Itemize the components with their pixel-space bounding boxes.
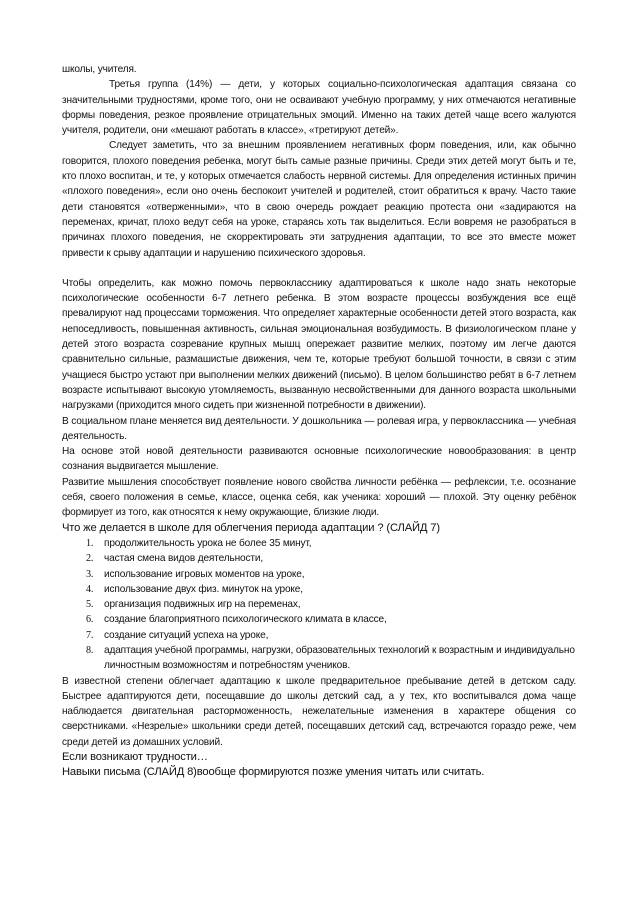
list-text: использование игровых моментов на уроке, bbox=[104, 568, 305, 580]
list-number: 7. bbox=[86, 629, 94, 641]
adaptation-list bbox=[62, 536, 576, 674]
list-text: адаптация учебной программы, нагрузки, образовательных технологий к возрастным и индивидуально личностным возможностям и потребностям учеников. bbox=[104, 644, 575, 672]
question-line: Что же делается в школе для облегчения периода адаптации ? (СЛАЙД 7) bbox=[62, 521, 440, 534]
list-number: 5. bbox=[86, 599, 94, 611]
list-text: организация подвижных игр на переменах, bbox=[104, 599, 301, 611]
paragraph-third-group: Третья группа (14%) — дети, у которых социально-психологическая адаптация связана со значительными трудностями, кроме того, они не осваивают учебную программу, у них отмечаются негативные формы поведения, резкое проявление отрицательных эмоций. Именно на таких детей чаще всего жалуются учителя, родители, они «мешают работать в классе», «третируют детей». bbox=[62, 79, 576, 137]
list-text: использование двух физ. минуток на уроке, bbox=[104, 583, 303, 595]
list-item bbox=[86, 536, 576, 551]
list-item bbox=[86, 612, 576, 627]
list-number: 3. bbox=[86, 568, 94, 580]
list-number: 8. bbox=[86, 644, 94, 656]
list-item bbox=[86, 643, 576, 674]
list-number: 6. bbox=[86, 614, 94, 626]
paragraph-note: Следует заметить, что за внешним проявлением негативных форм поведения, или, как обычно говорится, плохого поведения ребенка, могут быть самые разные причины. Среди этих детей могут быть и те, кто плохо воспитан, и те, у которых отмечается слабость нервной системы. Для определения истинных причин «плохого поведения», если оно очень беспокоит учителей и родителей, стоит обратиться к врачу. Часто такие дети становятся «отверженными», что в свою очередь рождает реакцию протеста они «задираются на переменах, кричат, плохо ведут себя на уроке, стараясь хоть так выделиться. Если вовремя не разобраться в причинах плохого поведения, не скорректировать эти затруднения адаптации, то все это вместе может привести к срыву адаптации и нарушению психического здоровья. bbox=[62, 140, 576, 259]
list-number: 1. bbox=[86, 537, 94, 549]
list-text: продолжительность урока не более 35 минут, bbox=[104, 537, 312, 549]
list-text: создание благоприятного психологического климата в классе, bbox=[104, 614, 387, 626]
paragraph-social: В социальном плане меняется вид деятельности. У дошкольника — ролевая игра, у первоклассника — учебная деятельность. bbox=[62, 415, 576, 442]
paragraph-basis: На основе этой новой деятельности развиваются основные психологические новообразования: в центр сознания выдвигается мышление. bbox=[62, 446, 576, 473]
writing-line: Навыки письма (СЛАЙД 8)вообще формируются позже умения читать или считать. bbox=[62, 766, 485, 779]
list-text: создание ситуаций успеха на уроке, bbox=[104, 629, 269, 641]
paragraph-kindergarten: В известной степени облегчает адаптацию к школе предварительное пребывание детей в детском саду. Быстрее адаптируются дети, посещавшие до школы детский сад, а у тех, кто воспитывался дома чаще наблюдается двигательная расторможенность, нежелательные изменения в характере общения со сверстниками. «Незрелые» школьники среди детей, посещавших детский сад, встречаются гораздо реже, чем среди детей из домашних условий. bbox=[62, 675, 576, 748]
paragraph-gap bbox=[62, 261, 576, 276]
list-item bbox=[86, 551, 576, 566]
list-text: частая смена видов деятельности, bbox=[104, 553, 263, 565]
list-number: 2. bbox=[86, 553, 94, 565]
difficulty-line: Если возникают трудности… bbox=[62, 751, 208, 764]
list-item bbox=[86, 628, 576, 643]
list-number: 4. bbox=[86, 583, 94, 595]
list-item bbox=[86, 582, 576, 597]
paragraph-help: Чтобы определить, как можно помочь первокласснику адаптироваться к школе надо знать некоторые психологические особенности 6-7 летнего ребенка. В этом возрасте процессы возбуждения все ещё превалируют над процессами торможения. Что определяет характерные особенности детей этого возраста, как непоседливость, повышенная активность, сильная эмоциональная возбудимость. В физиологическом плане у детей этого возраста созревание крупных мышц опережает развитие мелких, поэтому им легче даются сравнительно сильные, размашистые движения, чем те, которые требуют большой точности, в связи с этим учащиеся быстро устают при выполнении мелких движений (письмо). В целом большинство ребят в 6-7 летнем возрасте испытывают высокую утомляемость, вызванную несвойственными для данного возраста школьными нагрузками (приходится много сидеть при жизненной потребности в движении). bbox=[62, 277, 576, 412]
list-item bbox=[86, 597, 576, 612]
paragraph-thinking: Развитие мышления способствует появление нового свойства личности ребёнка — рефлексии, т.е. осознание себя, своего положения в семье, классе, оценка себя, как ученика: хороший — плохой. Эту оценку ребёнок формирует из того, как относятся к нему окружающие, близкие люди. bbox=[62, 476, 576, 519]
text-line-top: школы, учителя. bbox=[62, 64, 137, 75]
list-item bbox=[86, 567, 576, 582]
